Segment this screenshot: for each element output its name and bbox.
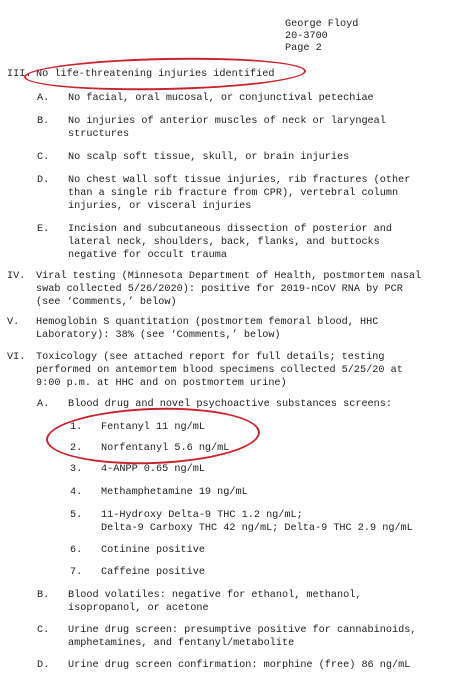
result-line: Norfentanyl 5.6 ng/mL	[101, 443, 230, 454]
screen-title: Blood drug and novel psychoactive substances screens:	[68, 399, 393, 410]
section-vi-numeral: VI.	[7, 352, 26, 363]
section-v-line: Laboratory): 38% (see ‘Comments,’ below)	[36, 330, 281, 341]
section-iv-line: (see ‘Comments,’ below)	[36, 297, 177, 308]
screen-line: isopropanol, or acetone	[68, 603, 209, 614]
screen-line: Urine drug screen: presumptive positive for cannabinoids,	[68, 625, 417, 636]
finding-line: Incision and subcutaneous dissection of posterior and	[68, 224, 393, 235]
finding-line: lateral neck, shoulders, back, flanks, and buttocks	[68, 237, 380, 248]
item-letter: E.	[37, 224, 50, 235]
section-v-numeral: V.	[7, 317, 20, 328]
result-number: 4.	[70, 487, 83, 498]
item-letter: C.	[37, 625, 50, 636]
item-letter: A.	[37, 93, 50, 104]
result-number: 2.	[70, 443, 83, 454]
section-iii-title: No life-threatening injuries identified	[36, 69, 275, 80]
highlight-ring-title	[24, 55, 307, 93]
result-line: Fentanyl 11 ng/mL	[101, 422, 205, 433]
result-line: Cotinine positive	[101, 545, 205, 556]
result-line: 11-Hydroxy Delta-9 THC 1.2 ng/mL;	[101, 510, 303, 521]
section-iv-numeral: IV.	[7, 271, 26, 282]
result-number: 7.	[70, 567, 83, 578]
finding-line: No chest wall soft tissue injuries, rib fractures (other	[68, 175, 411, 186]
result-line: Methamphetamine 19 ng/mL	[101, 487, 248, 498]
finding-line: No scalp soft tissue, skull, or brain injuries	[68, 152, 350, 163]
page-number: Page 2	[285, 43, 322, 54]
item-letter: D.	[37, 175, 50, 186]
item-letter: B.	[37, 116, 50, 127]
item-letter: D.	[37, 660, 50, 671]
finding-line: injuries, or visceral injuries	[68, 201, 252, 212]
section-iv-line: Viral testing (Minnesota Department of Health, postmortem nasal	[36, 271, 422, 282]
result-number: 5.	[70, 510, 83, 521]
finding-line: negative for occult trauma	[68, 250, 227, 261]
section-vi-line: 9:00 p.m. at HHC and on postmortem urine)	[36, 378, 287, 389]
decedent-name: George Floyd	[285, 19, 359, 30]
highlight-ring-fentanyl	[45, 404, 261, 467]
screen-line: Urine drug screen confirmation: morphine (free) 86 ng/mL	[68, 660, 411, 671]
section-vi-line: Toxicology (see attached report for full details; testing	[36, 352, 385, 363]
screen-line: amphetamines, and fentanyl/metabolite	[68, 638, 295, 649]
result-line: Delta-9 Carboxy THC 42 ng/mL; Delta-9 THC 2.9 ng/mL	[101, 523, 413, 534]
section-v-line: Hemoglobin S quantitation (postmortem femoral blood, HHC	[36, 317, 379, 328]
result-line: Caffeine positive	[101, 567, 205, 578]
finding-line: than a single rib fracture from CPR), vertebral column	[68, 188, 399, 199]
result-line: 4-ANPP 0.65 ng/mL	[101, 464, 205, 475]
section-iv-line: swab collected 5/26/2020): positive for 2019-nCoV RNA by PCR	[36, 284, 403, 295]
item-letter: C.	[37, 152, 50, 163]
result-number: 6.	[70, 545, 83, 556]
page-header	[285, 19, 358, 55]
finding-line: structures	[68, 129, 130, 140]
item-letter: A.	[37, 399, 50, 410]
result-number: 3.	[70, 464, 83, 475]
result-number: 1.	[70, 422, 83, 433]
section-iii-numeral: III.	[7, 69, 32, 80]
screen-line: Blood volatiles: negative for ethanol, methanol,	[68, 590, 362, 601]
section-vi-line: performed on antemortem blood specimens collected 5/25/20 at	[36, 365, 403, 376]
finding-line: No facial, oral mucosal, or conjunctival petechiae	[68, 93, 374, 104]
finding-line: No injuries of anterior muscles of neck or laryngeal	[68, 116, 386, 127]
item-letter: B.	[37, 590, 50, 601]
case-number: 20-3700	[285, 31, 328, 42]
